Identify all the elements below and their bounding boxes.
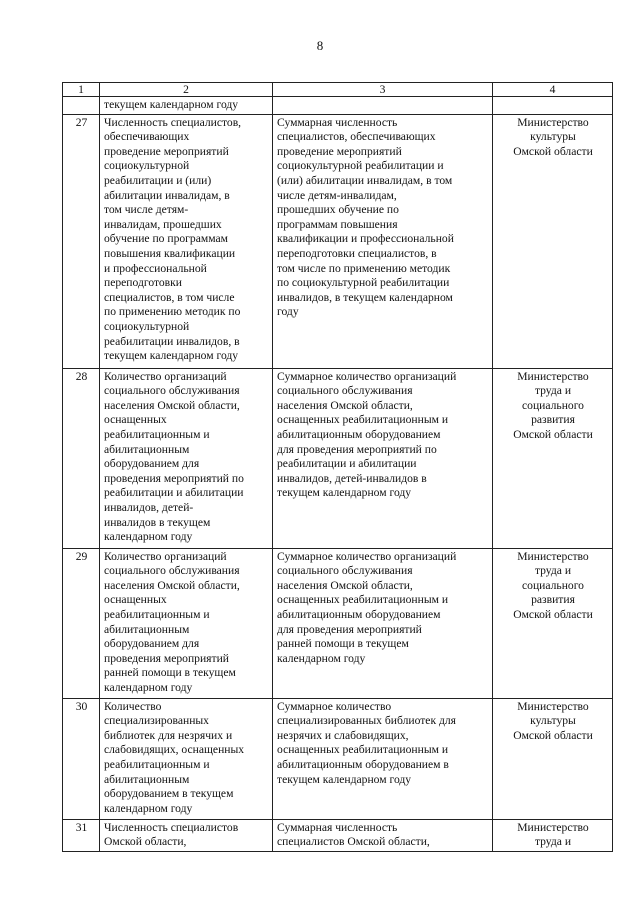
table-header-row [63,83,613,97]
header-col-3: 3 [273,83,493,97]
method-cell: Суммарное количество специализированных библиотек для незрячих и слабовидящих, оснащенных реабилитационным и абилитационным оборудованием в текущем календарном году [273,698,493,819]
row-number-cell: 27 [63,114,100,368]
method-cell: Суммарная численность специалистов, обеспечивающих проведение мероприятий социокультурной реабилитации и (или) абилитации инвалидам, в том числе детям-инвалидам, прошедших обучение по программам повышения квалификации и профессиональной переподготовки специалистов, в том числе по применению методик по социокультурной реабилитации инвалидов, в текущем календарном году [273,114,493,368]
indicator-cell: Количество организаций социального обслуживания населения Омской области, оснащенных реабилитационным и абилитационным оборудованием для проведения мероприятий ранней помощи в текущем календарном году [100,548,273,698]
method-cell: Суммарная численность специалистов Омской области, [273,819,493,851]
responsible-cell [493,97,613,115]
indicator-cell: текущем календарном году [100,97,273,115]
responsible-cell: Министерство культуры Омской области [493,698,613,819]
table-row [63,819,613,851]
table-row [63,368,613,548]
header-col-1: 1 [63,83,100,97]
row-number-cell [63,97,100,115]
header-col-4: 4 [493,83,613,97]
table-row [63,698,613,819]
row-number-cell: 31 [63,819,100,851]
responsible-cell: Министерство труда и [493,819,613,851]
table-row [63,548,613,698]
method-cell: Суммарное количество организаций социального обслуживания населения Омской области, оснащенных реабилитационным и абилитационным оборудованием для проведения мероприятий ранней помощи в текущем календарном году [273,548,493,698]
indicator-cell: Численность специалистов Омской области, [100,819,273,851]
table-row [63,114,613,368]
method-cell [273,97,493,115]
indicator-cell: Количество специализированных библиотек для незрячих и слабовидящих, оснащенных реабилитационным и абилитационным оборудованием в текущем календарном году [100,698,273,819]
row-number-cell: 29 [63,548,100,698]
indicators-table [62,82,613,852]
indicator-cell: Численность специалистов, обеспечивающих проведение мероприятий социокультурной реабилитации и (или) абилитации инвалидам, в том числе детям- инвалидам, прошедших обучение по программам повышения квалификации и профессиональной переподготовки специалистов, в том числе по применению методик по социокультурной реабилитации инвалидов, в текущем календарном году [100,114,273,368]
method-cell: Суммарное количество организаций социального обслуживания населения Омской области, оснащенных реабилитационным и абилитационным оборудованием для проведения мероприятий по реабилитации и абилитации инвалидов, детей-инвалидов в текущем календарном году [273,368,493,548]
row-number-cell: 28 [63,368,100,548]
indicator-cell: Количество организаций социального обслуживания населения Омской области, оснащенных реабилитационным и абилитационным оборудованием для проведения мероприятий по реабилитации и абилитации инвалидов, детей- инвалидов в текущем календарном году [100,368,273,548]
header-col-2: 2 [100,83,273,97]
responsible-cell: Министерство труда и социального развития Омской области [493,548,613,698]
row-number-cell: 30 [63,698,100,819]
responsible-cell: Министерство труда и социального развития Омской области [493,368,613,548]
table-row-continuation [63,97,613,115]
page-number: 8 [316,38,324,53]
responsible-cell: Министерство культуры Омской области [493,114,613,368]
